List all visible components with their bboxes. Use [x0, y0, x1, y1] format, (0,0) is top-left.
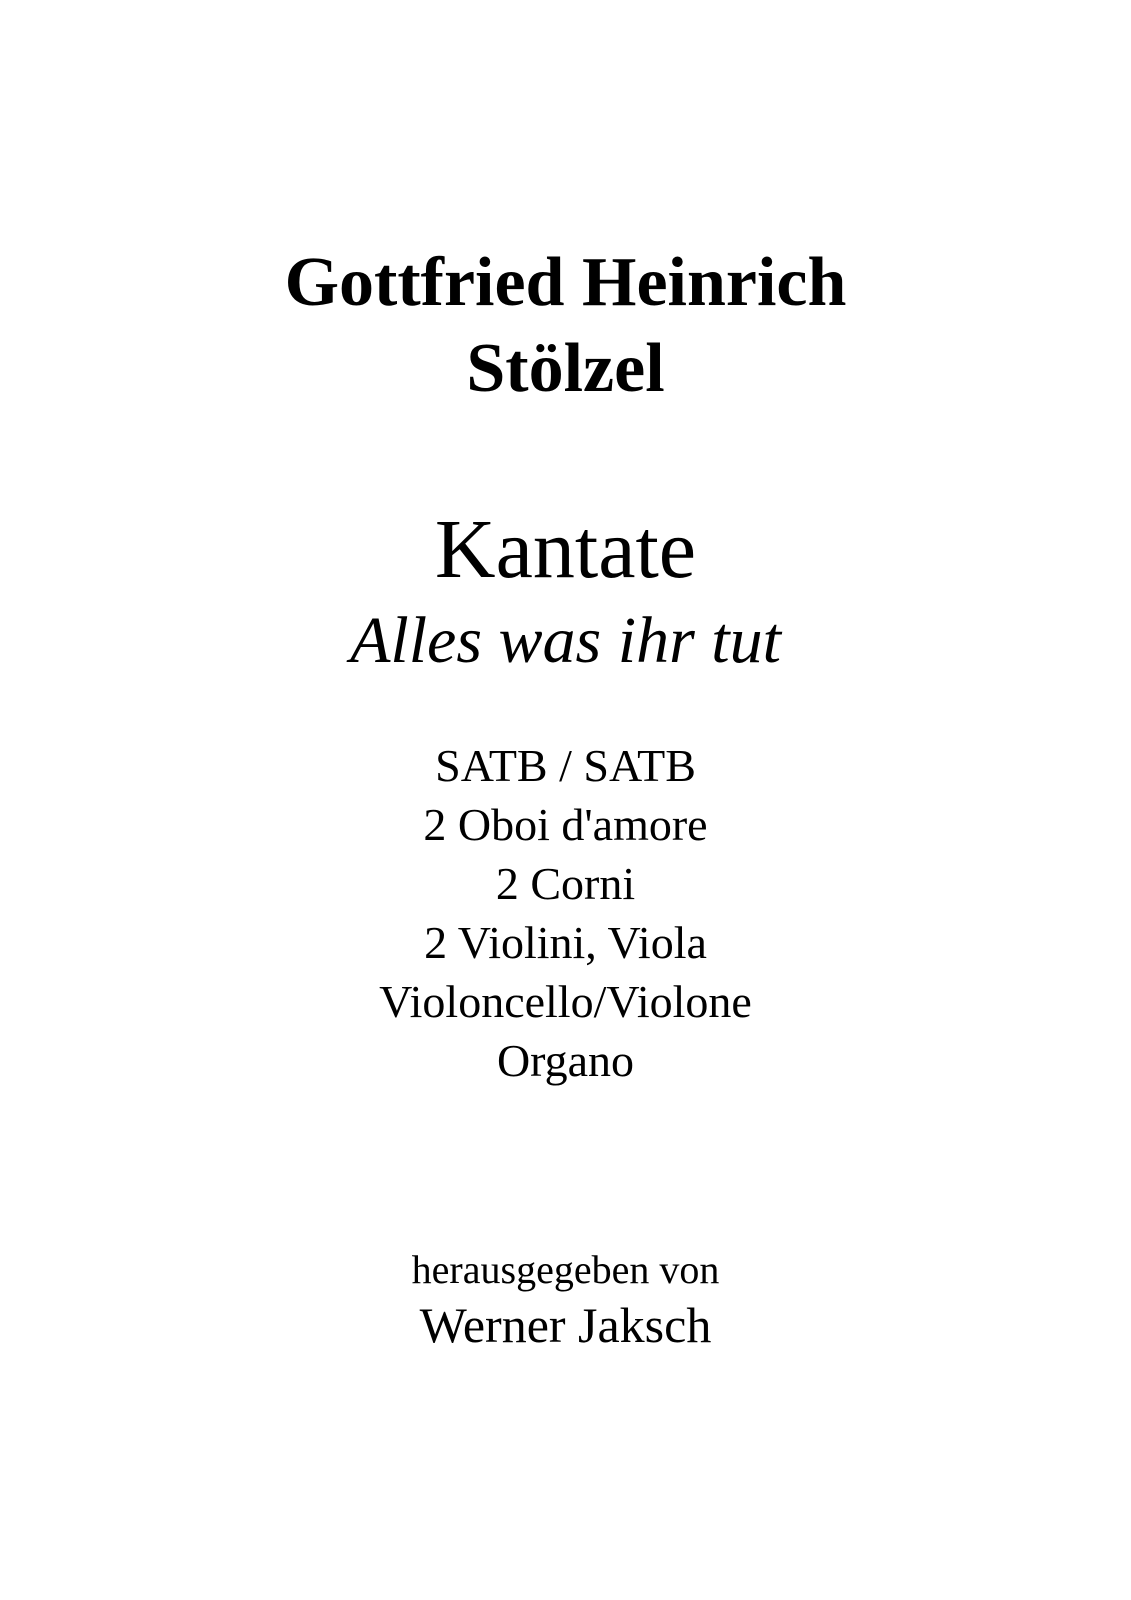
instrumentation-item: SATB / SATB [435, 740, 696, 791]
instrumentation-item: Violoncello/Violone [379, 976, 752, 1027]
instrumentation-item: 2 Oboi d'amore [423, 799, 708, 850]
work-type: Kantate [434, 503, 697, 596]
editor-name: Werner Jaksch [419, 1297, 712, 1353]
composer-name-line-1: Gottfried Heinrich [284, 244, 847, 321]
instrumentation-item: 2 Corni [495, 858, 636, 909]
work-title: Alles was ihr tut [350, 604, 781, 677]
composer-name-line-2: Stölzel [466, 330, 665, 407]
instrumentation-item: 2 Violini, Viola [424, 917, 707, 968]
editor-label: herausgegeben von [411, 1247, 720, 1292]
instrumentation-item: Organo [496, 1035, 635, 1086]
